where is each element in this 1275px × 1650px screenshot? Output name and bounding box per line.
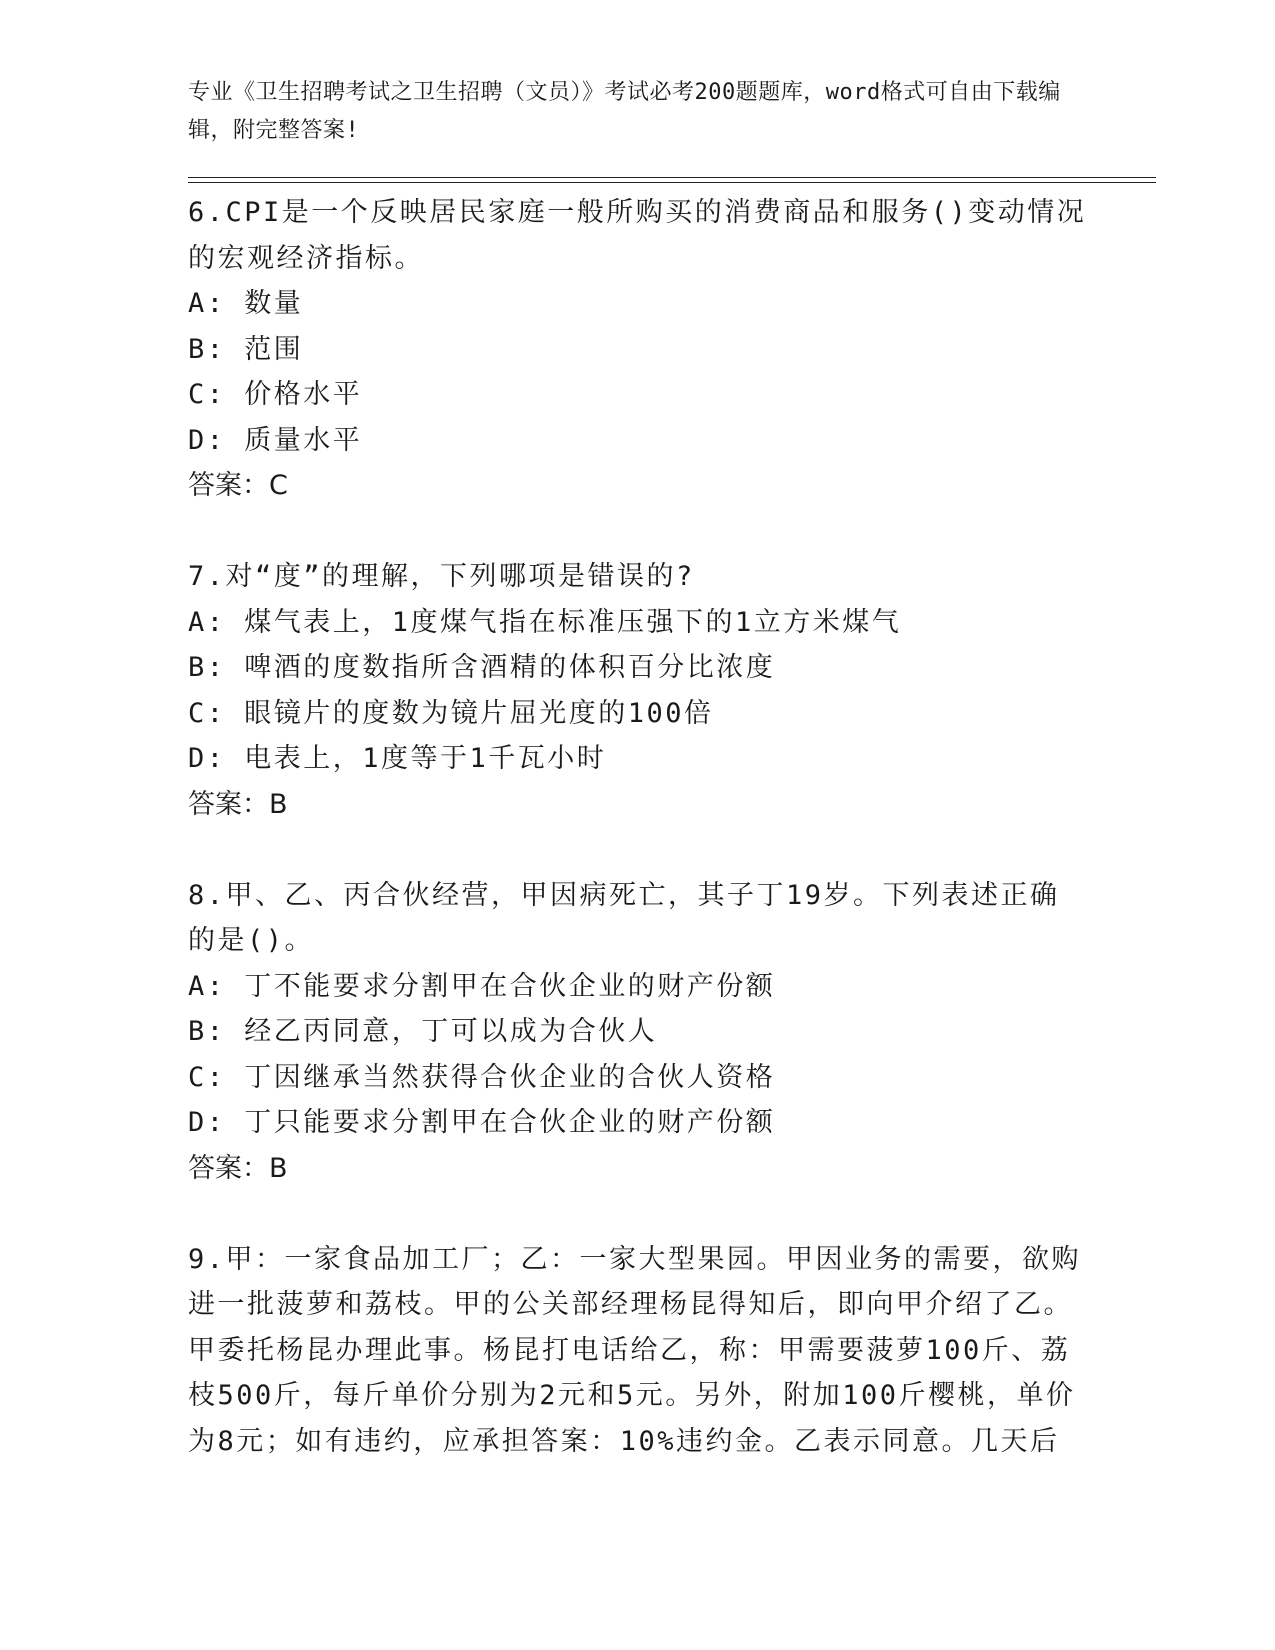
header-divider-line <box>188 182 1156 183</box>
option-c: C: 眼镜片的度数为镜片屈光度的100倍 <box>188 697 714 729</box>
answer-line: 答案：B <box>188 788 288 820</box>
question-spacer <box>188 509 1088 555</box>
header-divider-line <box>188 177 1156 178</box>
option-b: B: 啤酒的度数指所含酒精的体积百分比浓度 <box>188 652 776 683</box>
option-a: A: 丁不能要求分割甲在合伙企业的财产份额 <box>188 970 776 1002</box>
option-b: B: 范围 <box>188 333 304 365</box>
question-stem: 9.甲：一家食品加工厂；乙：一家大型果园。甲因业务的需要，欲购进一批菠萝和荔枝。甲的公关部经理杨昆得知后，即向甲介绍了乙。甲委托杨昆办理此事。杨昆打电话给乙，称：甲需要菠萝100斤、荔枝500斤，每斤单价分别为2元和5元。另外，附加100斤樱桃，单价为8元；如有违约，应承担答案：10%违约金。乙表示同意。几天后 <box>188 1243 1082 1457</box>
question-6 <box>188 190 1088 509</box>
option-a: A: 数量 <box>188 288 304 319</box>
option-a: A: 煤气表上，1度煤气指在标准压强下的1立方米煤气 <box>188 606 902 638</box>
answer-line: 答案：C <box>188 470 288 501</box>
option-c: C: 价格水平 <box>188 379 363 410</box>
question-list <box>188 190 1088 1464</box>
option-d: D: 电表上，1度等于1千瓦小时 <box>188 743 607 774</box>
question-stem: 6.CPI是一个反映居民家庭一般所购买的消费商品和服务()变动情况的宏观经济指标。 <box>188 197 1087 274</box>
question-7 <box>188 554 1088 827</box>
answer-line: 答案：B <box>188 1152 288 1184</box>
question-spacer <box>188 1191 1088 1237</box>
question-stem: 7.对“度”的理解，下列哪项是错误的? <box>188 561 695 592</box>
option-c: C: 丁因继承当然获得合伙企业的合伙人资格 <box>188 1061 776 1093</box>
question-9 <box>188 1237 1088 1465</box>
option-d: D: 丁只能要求分割甲在合伙企业的财产份额 <box>188 1107 776 1138</box>
document-header: 专业《卫生招聘考试之卫生招聘（文员）》考试必考200题题库，word格式可自由下载编辑，附完整答案! <box>188 80 1061 143</box>
question-8 <box>188 873 1088 1192</box>
option-b: B: 经乙丙同意，丁可以成为合伙人 <box>188 1016 658 1047</box>
question-spacer <box>188 827 1088 873</box>
question-stem: 8.甲、乙、丙合伙经营，甲因病死亡，其子丁19岁。下列表述正确的是()。 <box>188 879 1060 956</box>
option-d: D: 质量水平 <box>188 424 363 456</box>
